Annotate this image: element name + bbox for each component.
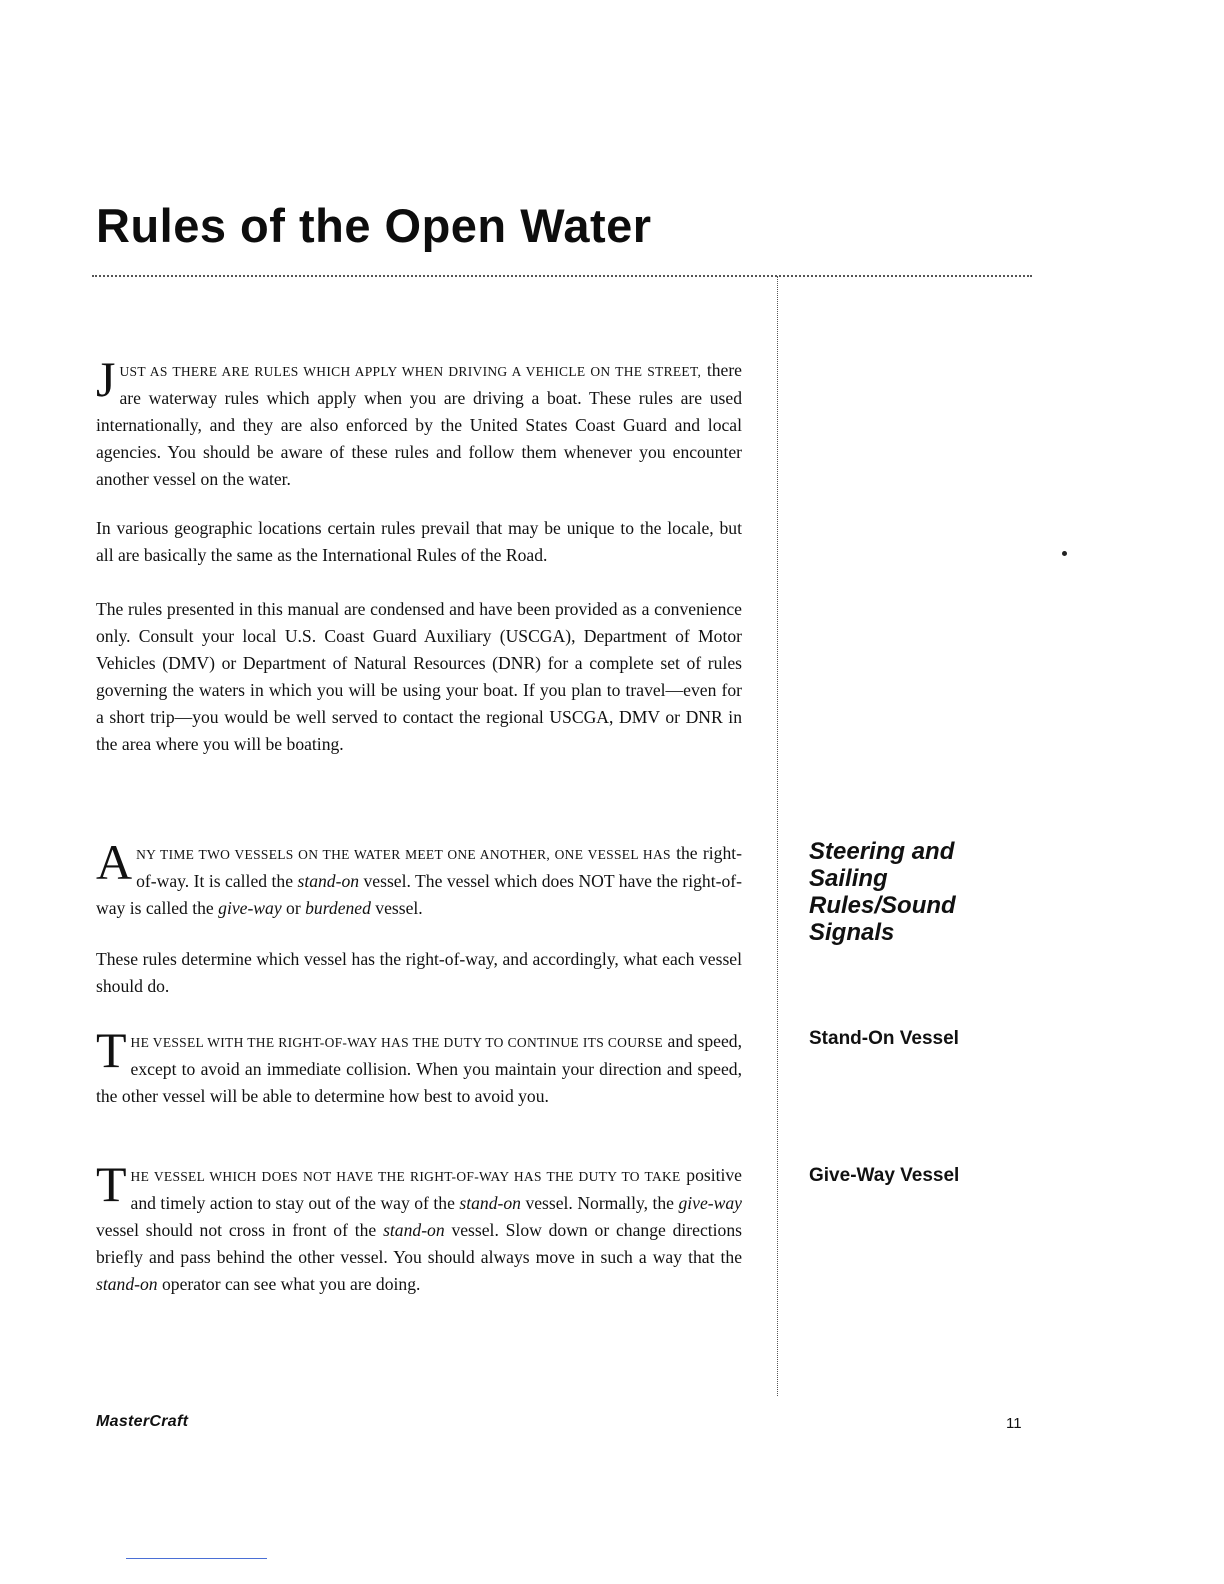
dropcap-a: A [96, 834, 133, 890]
stray-dot-mark [1062, 551, 1067, 556]
steering-paragraph-2: These rules determine which vessel has the right-of-way, and accordingly, what each vessel should do. [96, 949, 742, 996]
steering-text-2: vessel. The vessel which does NOT have the right-of-way is called the [96, 871, 742, 918]
give-way-text-1: positive and timely action to stay out of the way of the [130, 1165, 742, 1213]
burdened-term: burdened [305, 898, 371, 918]
stand-on-term: stand-on [459, 1193, 521, 1213]
stand-on-vessel-heading: Stand-On Vessel [809, 1028, 959, 1049]
give-way-text-5: operator can see what you are doing. [157, 1274, 421, 1294]
dropcap-j: J [96, 351, 116, 407]
intro-paragraph-3: The rules presented in this manual are condensed and have been provided as a convenience only. Consult your local U.S. Coast Guard Auxiliary (USCGA), Department of Motor Vehicles (DMV) or Department of Natural Resources (DNR) for a complete set of rules governing the waters in which you will be using your boat. If you plan to travel—even for a short trip—you would be well served to contact the regional USCGA, DMV or DNR in the area where you will be boating. [96, 599, 742, 754]
give-way-text-2: vessel. Normally, the [520, 1193, 679, 1213]
steering-text-4: vessel. [370, 898, 423, 918]
dropcap-t-give-way: T [96, 1156, 127, 1212]
intro-paragraph-1-text: there are waterway rules which apply when you are driving a boat. These rules are used internationally, and they are also enforced by the United States Coast Guard and local agencies. You should be aware of these rules and follow them whenever you encounter another vessel on the water. [96, 360, 742, 489]
stand-on-term: stand-on [297, 871, 360, 891]
steering-text-3: or [281, 898, 306, 918]
blue-underline-mark [126, 1558, 267, 1559]
give-way-vessel-heading: Give-Way Vessel [809, 1165, 960, 1186]
give-way-term: give-way [218, 898, 282, 918]
stand-on-paragraph [96, 1022, 742, 1110]
give-way-paragraph [96, 1156, 743, 1298]
give-way-lead-smallcaps: HE VESSEL WHICH DOES NOT HAVE THE RIGHT-OF-WAY HAS THE DUTY TO TAKE [130, 1169, 681, 1184]
give-way-term: give-way [678, 1193, 742, 1213]
give-way-text-3: vessel should not cross in front of the [96, 1220, 384, 1240]
stand-on-lead-smallcaps: HE VESSEL WITH THE RIGHT-OF-WAY HAS THE DUTY TO CONTINUE ITS COURSE [130, 1035, 663, 1050]
title-dotted-rule [92, 275, 1032, 277]
stand-on-term: stand-on [96, 1274, 158, 1294]
stand-on-term: stand-on [383, 1220, 445, 1240]
steering-paragraph-1 [96, 834, 742, 922]
mastercraft-logo: MasterCraft [96, 1413, 189, 1430]
intro-lead-smallcaps: UST AS THERE ARE RULES WHICH APPLY WHEN DRIVING A VEHICLE ON THE STREET, [119, 364, 702, 379]
intro-paragraph-1 [96, 351, 742, 493]
intro-paragraph-2: In various geographic locations certain rules prevail that may be unique to the locale, but all are basically the same as the International Rules of the Road. [96, 518, 742, 565]
column-dotted-divider [777, 276, 778, 1396]
page-number: 11 [1006, 1415, 1022, 1432]
stand-on-text: and speed, except to avoid an immediate collision. When you maintain your direction and speed, the other vessel will be able to determine how best to avoid you. [96, 1031, 742, 1106]
steering-lead-smallcaps: NY TIME TWO VESSELS ON THE WATER MEET ONE ANOTHER, ONE VESSEL HAS [136, 847, 671, 862]
give-way-text-4: vessel. Slow down or change directions briefly and pass behind the other vessel. You should always move in such a way that the [96, 1220, 743, 1267]
steering-text-1: the right-of-way. It is called the [136, 843, 742, 891]
page-title: Rules of the Open Water [96, 199, 652, 252]
steering-sailing-heading: Steering and Sailing Rules/Sound Signals [809, 838, 956, 946]
dropcap-t-stand-on: T [96, 1022, 127, 1078]
